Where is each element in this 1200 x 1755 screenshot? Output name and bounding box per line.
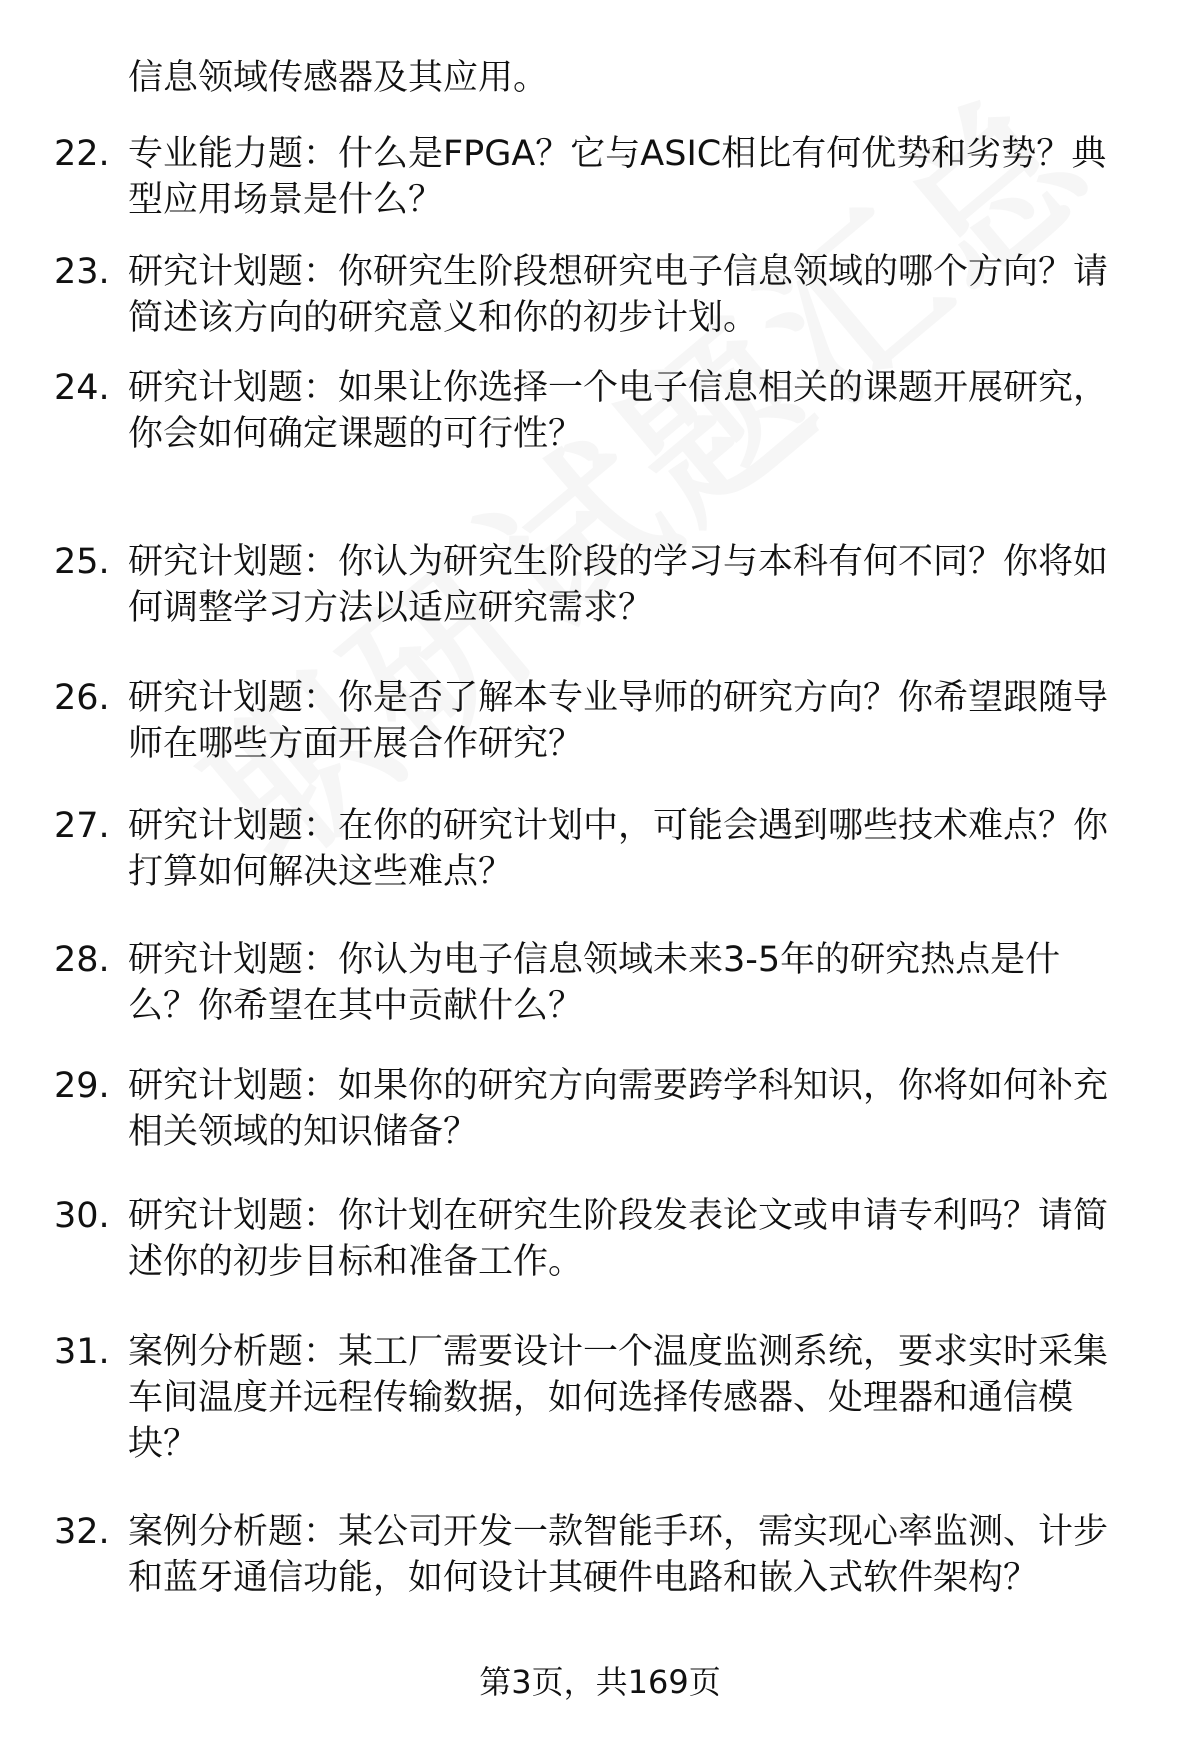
question-number: 29.: [54, 1066, 110, 1106]
question-number: 23.: [54, 252, 110, 292]
question-number: 26.: [54, 678, 110, 718]
question-text-line: 何调整学习方法以适应研究需求？: [128, 588, 654, 628]
question-text-line: 师在哪些方面开展合作研究？: [128, 724, 584, 764]
question-text-line: 打算如何解决这些难点？: [128, 852, 514, 892]
question-text-line: 研究计划题：你计划在研究生阶段发表论文或申请专利吗？请简: [128, 1196, 1109, 1236]
question-number: 27.: [54, 806, 110, 846]
page-footer: 第3页，共169页: [479, 1663, 721, 1701]
question-text-line: 你会如何确定课题的可行性？: [128, 414, 584, 454]
question-number: 31.: [54, 1332, 110, 1372]
question-number: 22.: [54, 134, 110, 174]
question-text-line: 相关领域的知识储备？: [128, 1112, 479, 1152]
question-text-line: 研究计划题：你研究生阶段想研究电子信息领域的哪个方向？请: [128, 252, 1109, 292]
question-number: 30.: [54, 1196, 110, 1236]
question-text-line: 研究计划题：你是否了解本专业导师的研究方向？你希望跟随导: [128, 678, 1109, 718]
question-number: 28.: [54, 940, 110, 980]
question-text-line: 简述该方向的研究意义和你的初步计划。: [128, 298, 759, 338]
question-number: 32.: [54, 1512, 110, 1552]
question-text-line: 研究计划题：你认为研究生阶段的学习与本科有何不同？你将如: [128, 542, 1109, 582]
question-text-line: 车间温度并远程传输数据，如何选择传感器、处理器和通信模: [128, 1378, 1074, 1418]
question-text-line: 研究计划题：你认为电子信息领域未来3-5年的研究热点是什: [128, 940, 1061, 980]
question-text-line: 么？你希望在其中贡献什么？: [128, 986, 584, 1026]
question-text-line: 案例分析题：某公司开发一款智能手环，需实现心率监测、计步: [128, 1512, 1109, 1552]
question-text-line: 研究计划题：在你的研究计划中，可能会遇到哪些技术难点？你: [128, 806, 1109, 846]
question-text-line: 案例分析题：某工厂需要设计一个温度监测系统，要求实时采集: [128, 1332, 1109, 1372]
question-text-line: 块？: [128, 1424, 199, 1464]
continuation-line: 信息领域传感器及其应用。: [128, 58, 549, 98]
question-text-line: 型应用场景是什么？: [128, 180, 444, 220]
question-text-line: 和蓝牙通信功能，如何设计其硬件电路和嵌入式软件架构？: [128, 1558, 1039, 1598]
question-text-line: 研究计划题：如果让你选择一个电子信息相关的课题开展研究，: [128, 368, 1109, 408]
question-number: 25.: [54, 542, 110, 582]
question-text-line: 述你的初步目标和准备工作。: [128, 1242, 584, 1282]
question-number: 24.: [54, 368, 110, 408]
question-text-line: 专业能力题：什么是FPGA？它与ASIC相比有何优势和劣势？典: [128, 134, 1107, 174]
question-text-line: 研究计划题：如果你的研究方向需要跨学科知识，你将如何补充: [128, 1066, 1109, 1106]
